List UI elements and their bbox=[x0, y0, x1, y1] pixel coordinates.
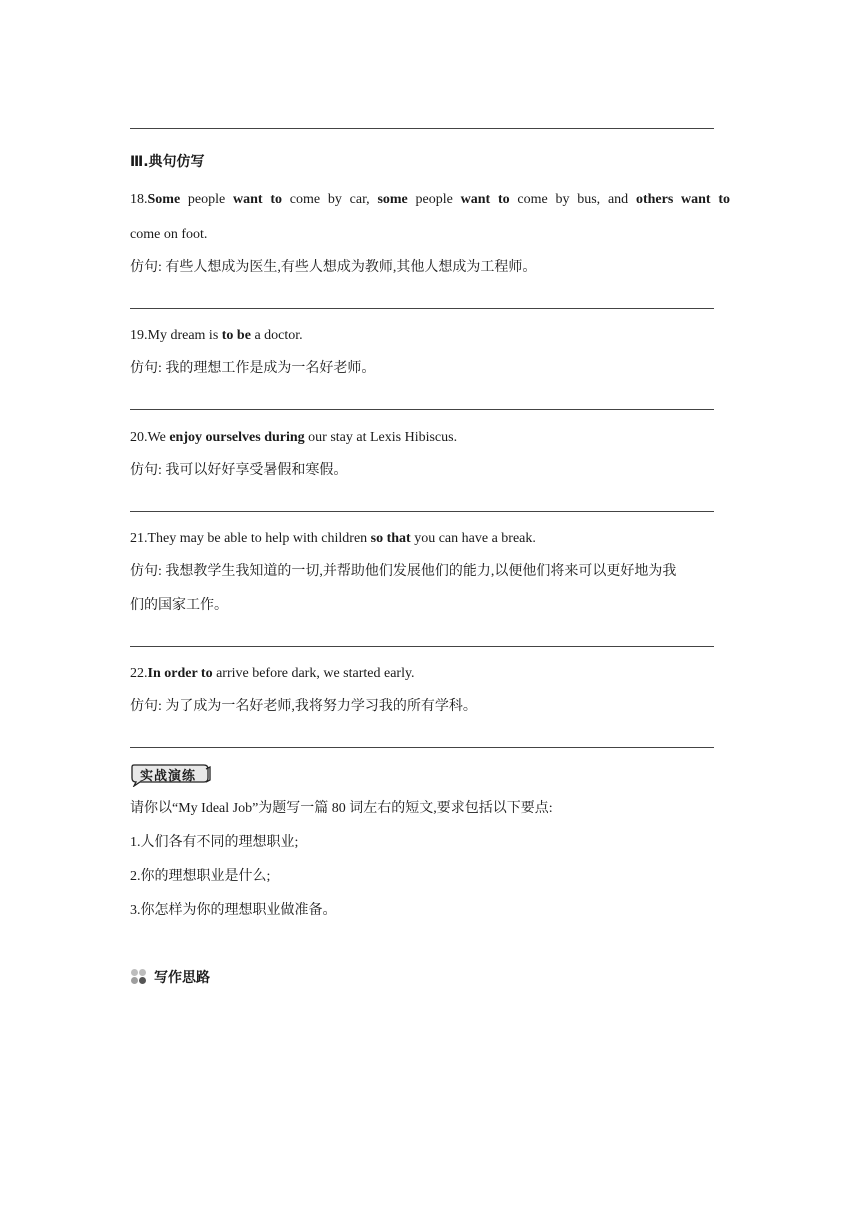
practice-point-3: 3.你怎样为你的理想职业做准备。 bbox=[130, 903, 337, 918]
sentence-21-english: 21.They may be able to help with children so that you can have a break. bbox=[130, 531, 536, 546]
badge-label: 实战演练 bbox=[139, 769, 196, 784]
item-number: 19. bbox=[130, 328, 148, 343]
item-number: 21. bbox=[130, 531, 148, 546]
practice-prompt: 请你以“My Ideal Job”为题写一篇 80 词左右的短文,要求包括以下要点: bbox=[130, 801, 553, 816]
section-heading: Ⅲ.典句仿写 bbox=[130, 154, 205, 170]
practice-point-2: 2.你的理想职业是什么; bbox=[130, 869, 271, 884]
dots-icon bbox=[130, 968, 148, 986]
sentence-18-english: 18.Some people want to come by car, some people want to come by bus, and others want to bbox=[130, 192, 731, 207]
answer-line[interactable] bbox=[130, 646, 714, 647]
sentence-20-english: 20.We enjoy ourselves during our stay at Lexis Hibiscus. bbox=[130, 430, 458, 445]
answer-line[interactable] bbox=[130, 747, 714, 748]
imitation-21-cont: 们的国家工作。 bbox=[130, 598, 228, 613]
practice-point-1: 1.人们各有不同的理想职业; bbox=[130, 835, 299, 850]
practice-badge bbox=[130, 763, 210, 785]
item-number: 22. bbox=[130, 666, 148, 681]
imitation-20: 仿句: 我可以好好享受暑假和寒假。 bbox=[130, 463, 348, 478]
imitation-18: 仿句: 有些人想成为医生,有些人想成为教师,其他人想成为工程师。 bbox=[130, 260, 537, 275]
answer-line bbox=[130, 128, 714, 129]
imitation-22: 仿句: 为了成为一名好老师,我将努力学习我的所有学科。 bbox=[130, 699, 477, 714]
answer-line[interactable] bbox=[130, 409, 714, 410]
sentence-19-english: 19.My dream is to be a doctor. bbox=[130, 328, 303, 343]
sentence-18-english-cont: come on foot. bbox=[130, 227, 208, 242]
imitation-19: 仿句: 我的理想工作是成为一名好老师。 bbox=[130, 361, 376, 376]
writing-section-heading: 写作思路 bbox=[154, 970, 210, 986]
item-number: 18. bbox=[130, 192, 148, 207]
answer-line[interactable] bbox=[130, 511, 714, 512]
sentence-22-english: 22.In order to arrive before dark, we started early. bbox=[130, 666, 415, 681]
item-number: 20. bbox=[130, 430, 148, 445]
imitation-21: 仿句: 我想教学生我知道的一切,并帮助他们发展他们的能力,以便他们将来可以更好地为我 bbox=[130, 564, 677, 579]
answer-line[interactable] bbox=[130, 308, 714, 309]
